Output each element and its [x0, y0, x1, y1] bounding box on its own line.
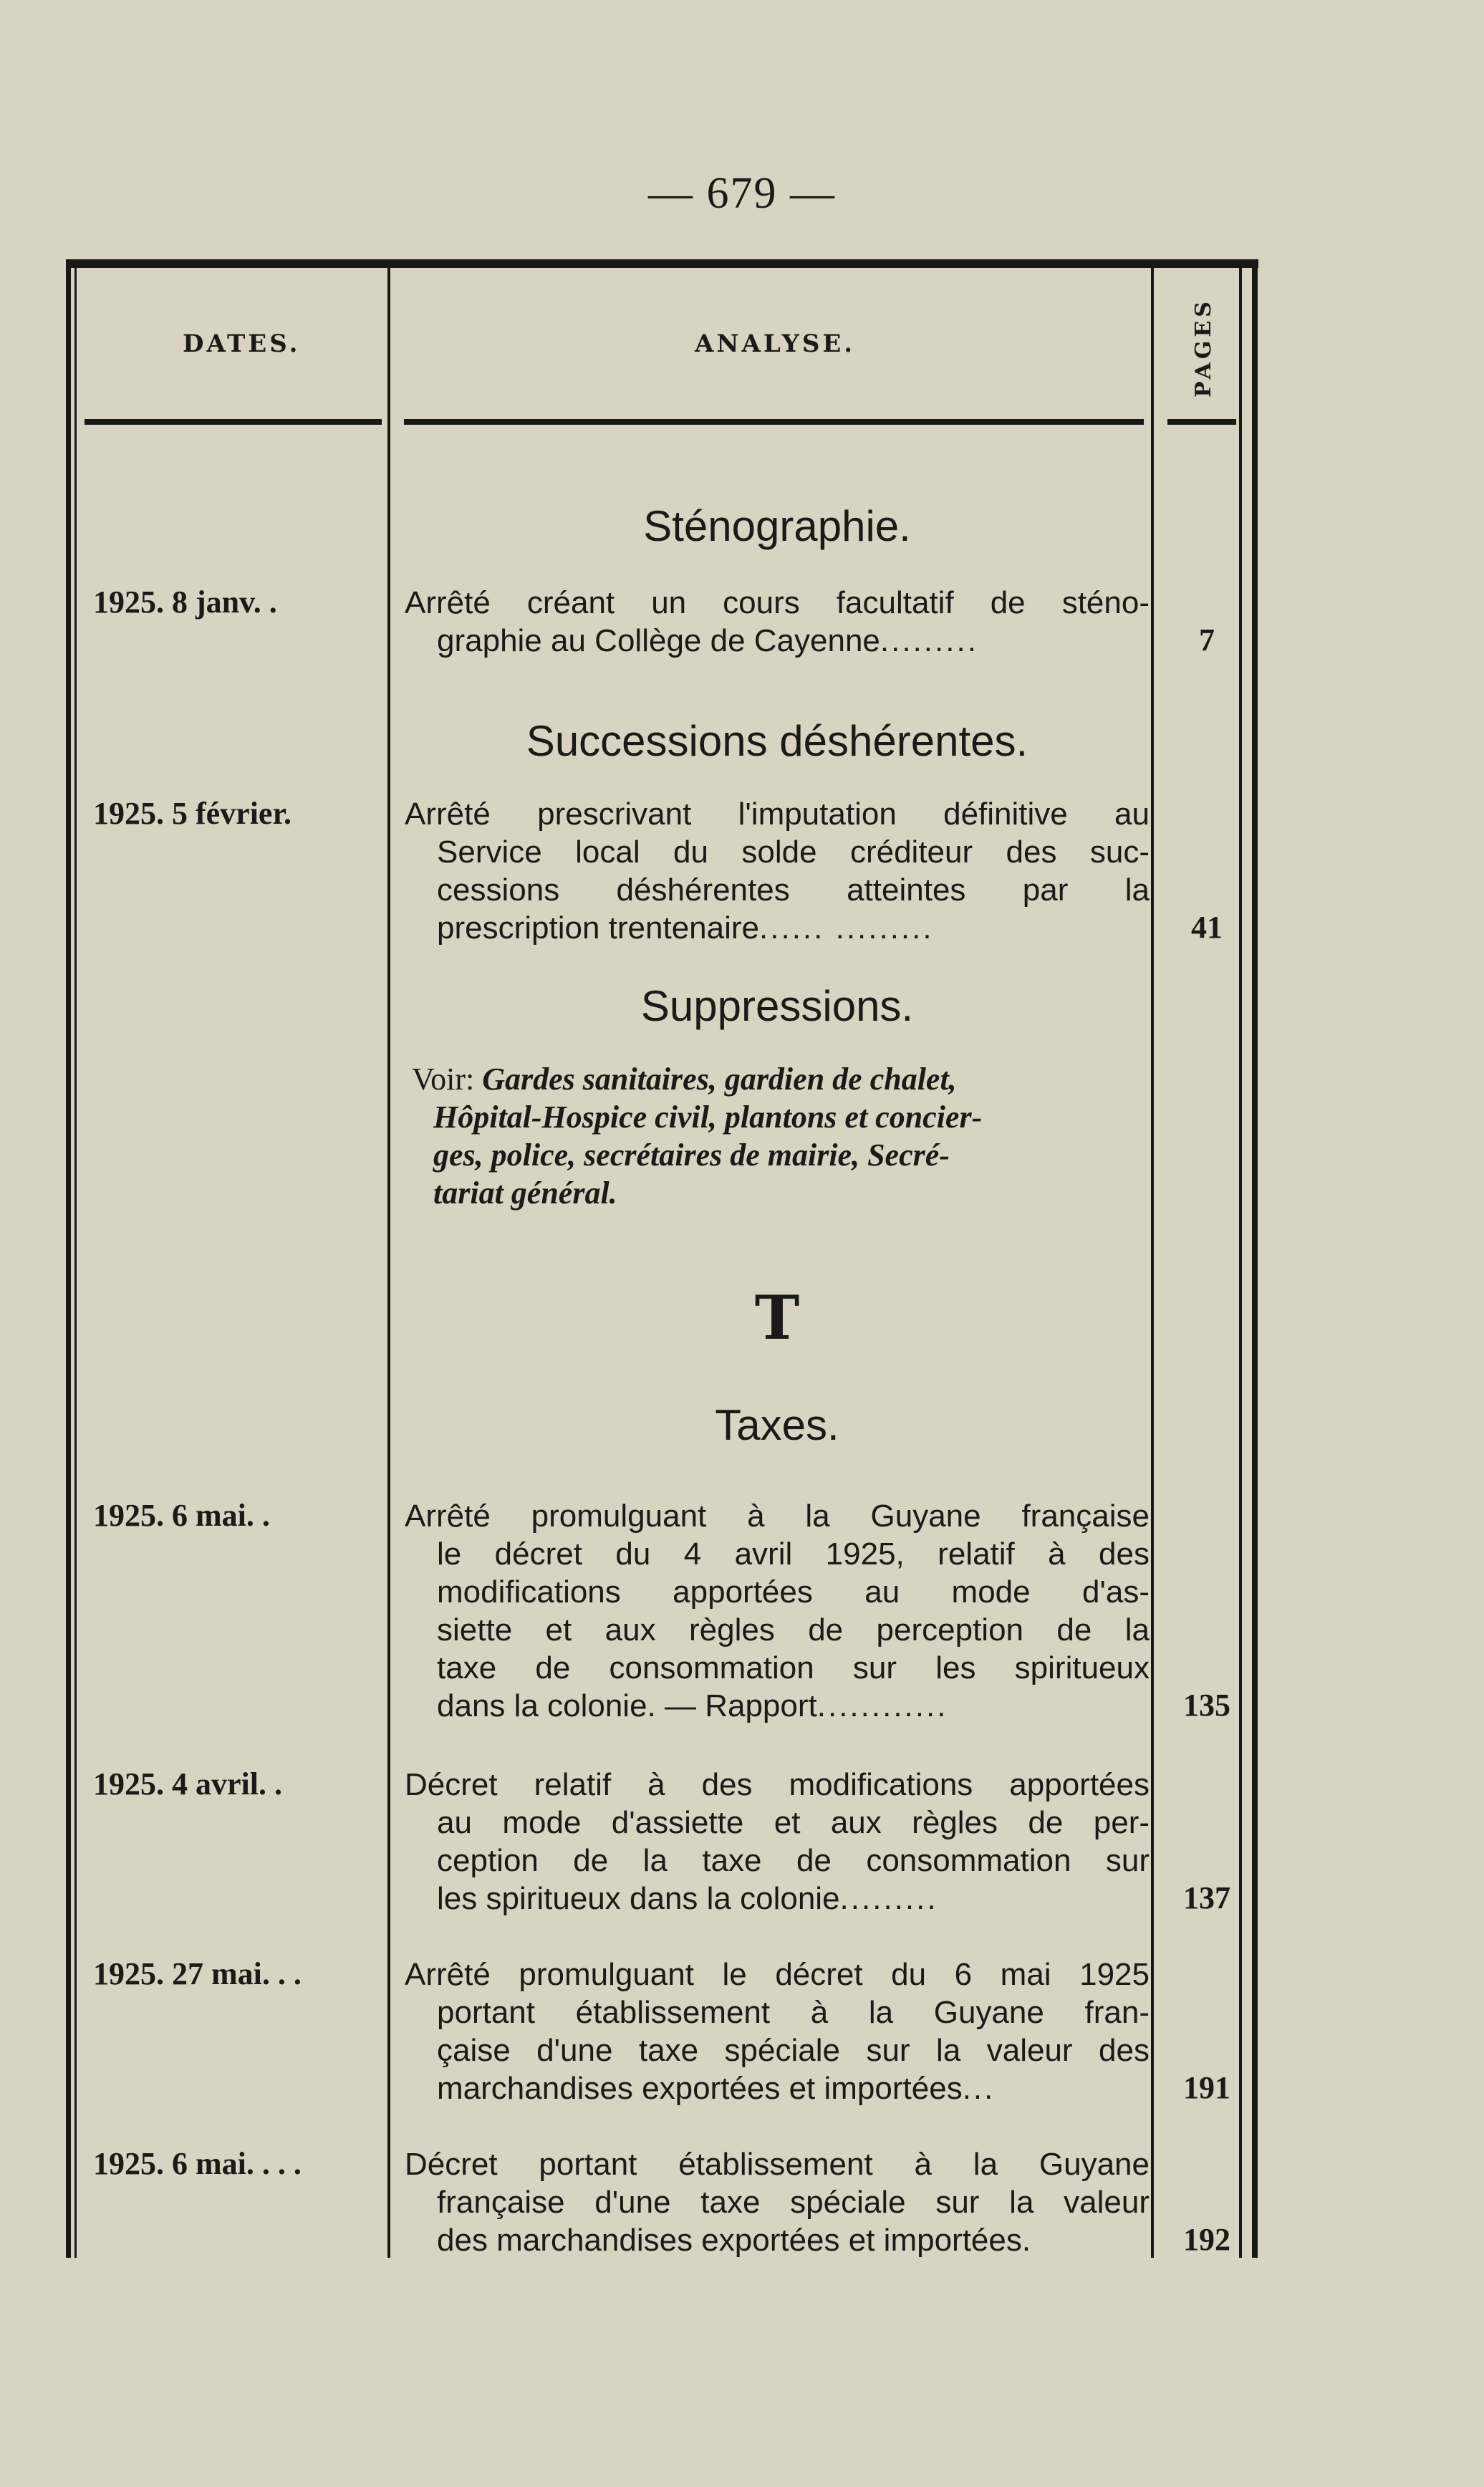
- dates-column-rule: [387, 266, 390, 2258]
- entry-line: Décret relatif à des modifications apportées: [405, 1767, 1150, 1802]
- column-header-analyse: ANALYSE.: [695, 329, 856, 358]
- entry-line: çaise d'une taxe spéciale sur la valeur des: [437, 2033, 1150, 2068]
- page-number: — 679 —: [648, 169, 836, 218]
- section-title-suppressions: Suppressions.: [640, 982, 914, 1030]
- entry-line: Service local du solde créditeur des suc-: [437, 834, 1150, 870]
- section-title-successions: Successions déshérentes.: [526, 717, 1028, 765]
- entry-line: marchandises exportées et importées: [437, 2071, 963, 2106]
- entry-line: Arrêté promulguant le décret du 6 mai 1925: [405, 1957, 1150, 1992]
- entry-line: modifications apportées au mode d'as-: [437, 1574, 1150, 1610]
- right-inner-border: [1239, 266, 1242, 2258]
- entry-page: 7: [1199, 622, 1215, 658]
- entry-line: ception de la taxe de consommation sur: [437, 1843, 1150, 1878]
- right-border: [1252, 266, 1258, 2258]
- entry-page: 137: [1183, 1880, 1230, 1915]
- entry-line: cessions déshérentes atteintes par la: [437, 872, 1150, 908]
- entry-text: [405, 795, 1150, 947]
- entry-text: [405, 584, 1150, 660]
- left-inner-border: [74, 266, 77, 2258]
- entry-line: dans la colonie. — Rapport: [437, 1688, 817, 1723]
- entry-text: [405, 2145, 1150, 2259]
- dot-leader: ...... .........: [759, 910, 934, 946]
- dot-leader: .........: [839, 1881, 938, 1916]
- entry-line: française d'une taxe spéciale sur la valeur: [437, 2185, 1150, 2220]
- entry-line: Arrêté promulguant à la Guyane française: [405, 1499, 1150, 1534]
- entry-page: 191: [1183, 2070, 1230, 2105]
- cross-reference-line: [412, 1060, 1146, 1098]
- cross-reference-text: Hôpital-Hospice civil, plantons et concier-: [433, 1100, 983, 1135]
- letter-heading: T: [754, 1282, 800, 1353]
- entry-line-leader: [405, 622, 1150, 660]
- entry-line: siette et aux règles de perception de la: [437, 1612, 1150, 1647]
- entry-line: taxe de consommation sur les spiritueux: [437, 1650, 1150, 1685]
- entry-line-leader: [405, 1687, 1150, 1725]
- section-title-stenographie: Sténographie.: [643, 502, 911, 550]
- entry-line-leader: [405, 2069, 1150, 2107]
- entry-line: Arrêté prescrivant l'imputation définitive au: [405, 797, 1150, 832]
- voir-label: Voir:: [412, 1062, 475, 1097]
- column-header-dates: DATES.: [183, 329, 301, 358]
- entry-line: Décret portant établissement à la Guyane: [405, 2147, 1150, 2182]
- dates-header-rule: [85, 419, 382, 425]
- entry-line: le décret du 4 avril 1925, relatif à des: [437, 1536, 1150, 1572]
- pages-header-rule: [1167, 419, 1236, 425]
- entry-date: 1925. 27 mai. . .: [93, 1956, 302, 1991]
- entry-line: prescription trentenaire: [437, 910, 760, 946]
- analyse-header-rule: [404, 419, 1144, 425]
- entry-text: [405, 1497, 1150, 1725]
- entry-line: des marchandises exportées et importées.: [437, 2223, 1031, 2258]
- cross-reference-text: tariat général.: [433, 1175, 617, 1211]
- dot-leader: .........: [880, 623, 978, 658]
- entry-date: 1925. 5 février.: [93, 796, 292, 831]
- entry-date: 1925. 4 avril. .: [93, 1766, 282, 1801]
- column-header-pages-wrapper: [1164, 287, 1243, 408]
- entry-page: 135: [1183, 1688, 1230, 1723]
- cross-reference-text: Gardes sanitaires, gardien de chalet,: [482, 1062, 957, 1097]
- entry-line-leader: [405, 1880, 1150, 1918]
- entry-line: les spiritueux dans la colonie: [437, 1881, 840, 1916]
- entry-line: portant établissement à la Guyane fran-: [437, 1995, 1150, 2030]
- entry-text: [405, 1956, 1150, 2107]
- left-border: [66, 266, 71, 2258]
- entry-date: 1925. 6 mai. . . .: [93, 2146, 302, 2181]
- dot-leader: ...: [962, 2071, 996, 2106]
- entry-page: 41: [1191, 910, 1223, 945]
- cross-reference-text: ges, police, secrétaires de mairie, Secré-: [433, 1137, 950, 1173]
- entry-text: [405, 1766, 1150, 1918]
- analyse-column-rule: [1151, 266, 1154, 2258]
- dot-leader: ............: [816, 1688, 948, 1723]
- section-title-taxes: Taxes.: [715, 1401, 839, 1449]
- entry-line: Arrêté créant un cours facultatif de sténo-: [405, 585, 1150, 620]
- entry-line-leader: [405, 909, 1150, 947]
- entry-date: 1925. 8 janv. .: [93, 585, 277, 620]
- cross-reference: [412, 1060, 1146, 1212]
- entry-date: 1925. 6 mai. .: [93, 1498, 270, 1533]
- entry-line: au mode d'assiette et aux règles de per-: [437, 1805, 1150, 1840]
- entry-page: 192: [1183, 2222, 1230, 2257]
- entry-line: graphie au Collège de Cayenne: [437, 623, 880, 658]
- column-header-pages: PAGES: [1190, 297, 1216, 398]
